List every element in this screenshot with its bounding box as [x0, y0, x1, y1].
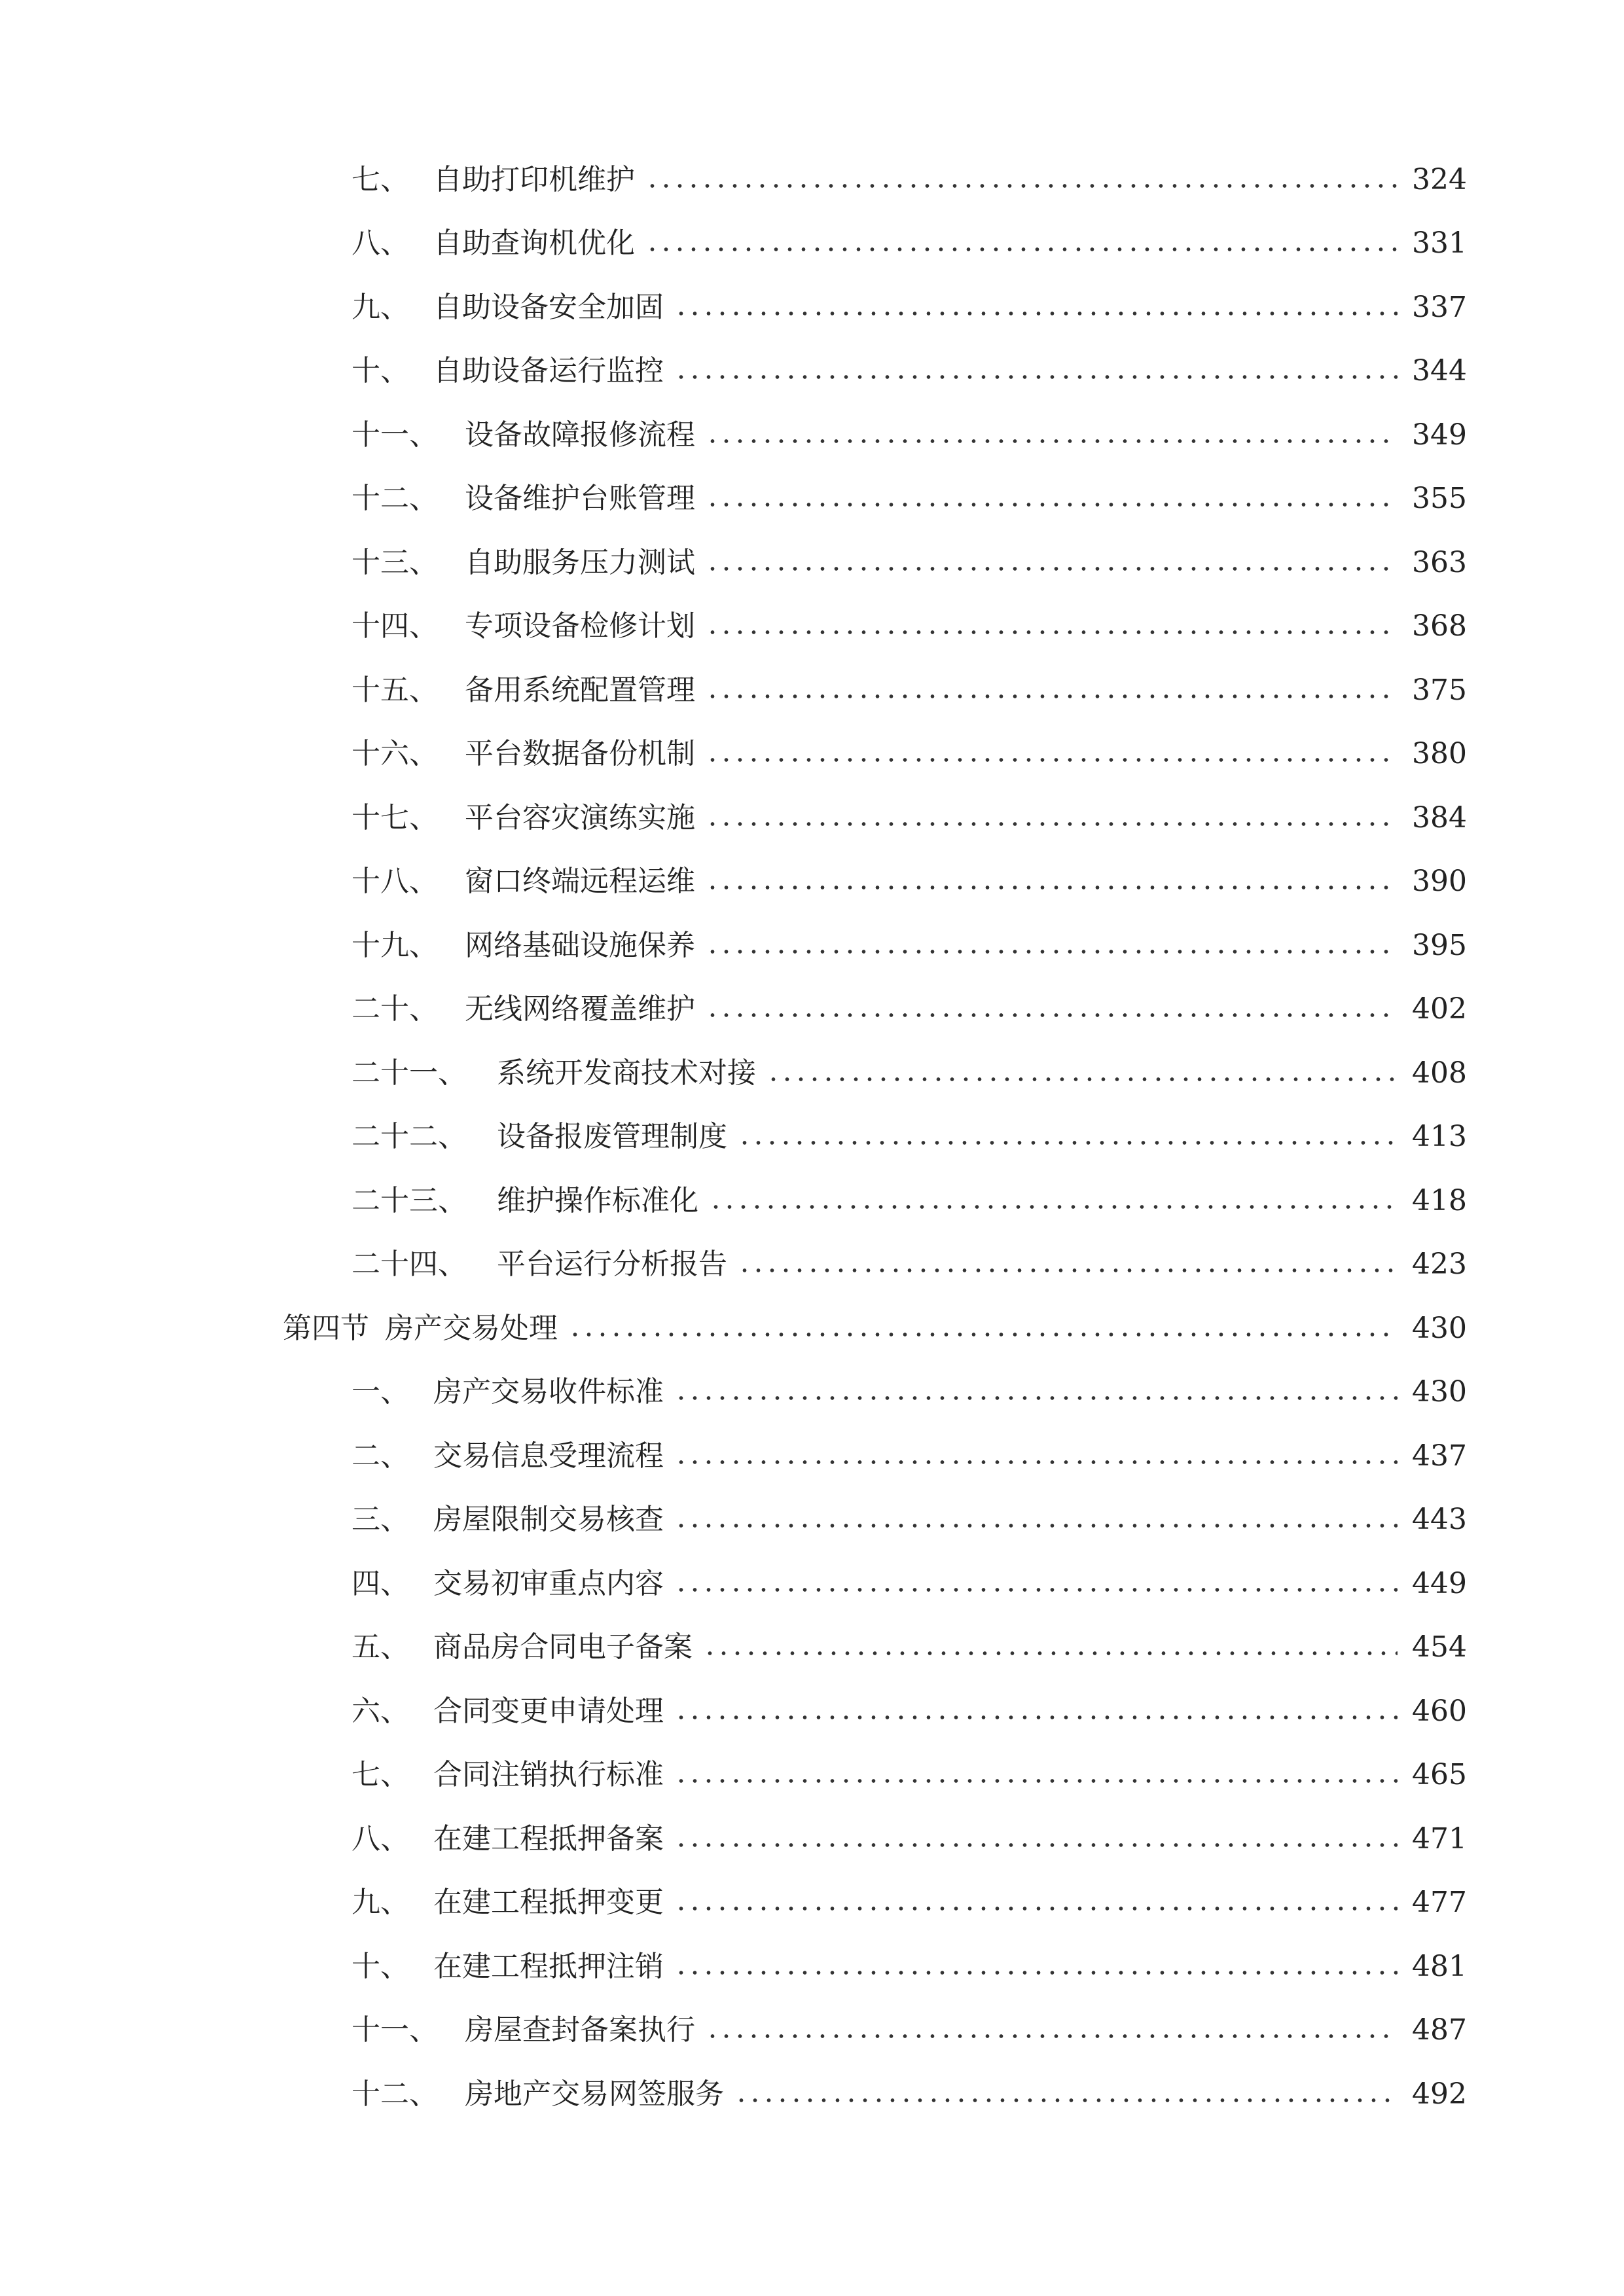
toc-entry[interactable]	[0, 276, 1624, 340]
toc-entry[interactable]	[0, 786, 1624, 850]
toc-entry-page: 465	[1412, 1758, 1467, 1792]
toc-entry-page: 324	[1412, 162, 1467, 196]
toc-entry[interactable]	[0, 403, 1624, 467]
toc-entry-page: 460	[1412, 1694, 1467, 1728]
dot-leader	[706, 565, 1398, 572]
toc-entry-number: 十四、	[352, 609, 438, 643]
toc-entry[interactable]	[0, 1744, 1624, 1808]
toc-entry-title: 自助服务压力测试	[465, 545, 695, 579]
toc-entry[interactable]	[0, 2062, 1624, 2126]
toc-entry-page: 413	[1412, 1120, 1467, 1154]
toc-entry-page: 390	[1412, 865, 1467, 899]
dot-leader	[674, 1522, 1398, 1529]
toc-entry-title: 在建工程抵押备案	[433, 1821, 664, 1856]
toc-entry[interactable]	[0, 1233, 1624, 1297]
dot-leader	[703, 1650, 1398, 1657]
toc-entry-title: 无线网络覆盖维护	[465, 992, 695, 1026]
toc-entry-number: 二十三、	[352, 1183, 467, 1217]
toc-entry-title: 平台运行分析报告	[497, 1247, 727, 1282]
toc-entry[interactable]	[0, 978, 1624, 1042]
toc-entry-page: 408	[1412, 1056, 1467, 1090]
toc-entry-number: 二十一、	[352, 1056, 467, 1090]
toc-entry-title: 专项设备检修计划	[465, 609, 695, 643]
toc-entry-number: 六、	[352, 1694, 409, 1728]
toc-entry-title: 维护操作标准化	[497, 1183, 698, 1217]
toc-entry-number: 十、	[352, 354, 409, 388]
toc-entry-title: 网络基础设施保养	[465, 928, 695, 962]
toc-section-page: 430	[1412, 1311, 1467, 1345]
toc-entry-title: 交易初审重点内容	[433, 1566, 664, 1600]
toc-entry-title: 系统开发商技术对接	[497, 1056, 756, 1090]
toc-entry[interactable]	[0, 914, 1624, 978]
toc-entry[interactable]	[0, 531, 1624, 595]
toc-entry[interactable]	[0, 148, 1624, 212]
dot-leader	[706, 629, 1398, 636]
dot-leader	[674, 1587, 1398, 1593]
toc-entry[interactable]	[0, 1679, 1624, 1744]
dot-leader	[674, 1395, 1398, 1401]
dot-leader	[674, 1778, 1398, 1784]
toc-section-number: 第四节	[283, 1311, 369, 1345]
toc-entry-title: 自助查询机优化	[433, 226, 635, 260]
toc-entry-number: 二十四、	[352, 1247, 467, 1282]
toc-entry-title: 合同变更申请处理	[433, 1694, 664, 1728]
toc-entry-title: 房地产交易网签服务	[465, 2077, 724, 2111]
toc-entry-number: 十二、	[352, 482, 438, 516]
dot-leader	[645, 246, 1398, 253]
toc-entry[interactable]	[0, 1999, 1624, 2063]
toc-entry-title: 在建工程抵押注销	[433, 1949, 664, 1983]
toc-entry-page: 437	[1412, 1439, 1467, 1473]
dot-leader	[674, 374, 1398, 380]
toc-entry-number: 九、	[352, 290, 409, 324]
toc-entry-page: 402	[1412, 992, 1467, 1026]
toc-entry-title: 房屋限制交易核查	[433, 1503, 664, 1537]
dot-leader	[706, 821, 1398, 827]
dot-leader	[706, 693, 1398, 700]
toc-entry-page: 384	[1412, 800, 1467, 834]
toc-entry[interactable]	[0, 1807, 1624, 1871]
toc-entry-number: 七、	[352, 1758, 409, 1792]
dot-leader	[674, 1459, 1398, 1465]
toc-entry-page: 449	[1412, 1566, 1467, 1600]
dot-leader	[767, 1076, 1398, 1083]
toc-section-title: 房产交易处理	[385, 1311, 558, 1345]
toc-entry-title: 自助设备安全加固	[433, 290, 664, 324]
toc-entry-title: 平台数据备份机制	[465, 737, 695, 771]
toc-entry-number: 十九、	[352, 928, 438, 962]
toc-entry-number: 二十、	[352, 992, 438, 1026]
toc-entry[interactable]	[0, 850, 1624, 914]
dot-leader	[674, 1969, 1398, 1976]
dot-leader	[738, 1267, 1398, 1274]
dot-leader	[674, 310, 1398, 317]
toc-entry-number: 五、	[352, 1630, 409, 1664]
toc-entry-page: 395	[1412, 928, 1467, 962]
toc-entry[interactable]	[0, 1169, 1624, 1233]
dot-leader	[706, 1012, 1398, 1018]
toc-entry-number: 八、	[352, 1821, 409, 1856]
toc-entry[interactable]	[0, 212, 1624, 276]
toc-entry-page: 380	[1412, 737, 1467, 771]
toc-entry[interactable]	[0, 1105, 1624, 1170]
toc-entry-number: 十一、	[352, 2013, 438, 2047]
dot-leader	[645, 183, 1398, 189]
toc-entry[interactable]	[0, 1361, 1624, 1425]
dot-leader	[706, 757, 1398, 763]
toc-entry-number: 一、	[352, 1375, 409, 1409]
toc-entry-number: 十五、	[352, 673, 438, 707]
toc-entry-number: 九、	[352, 1886, 409, 1920]
toc-entry-page: 331	[1412, 226, 1467, 260]
toc-entry[interactable]	[0, 595, 1624, 659]
toc-entry-page: 443	[1412, 1503, 1467, 1537]
toc-entry[interactable]	[0, 1871, 1624, 1935]
toc-entry-title: 平台容灾演练实施	[465, 800, 695, 834]
toc-entry-page: 337	[1412, 290, 1467, 324]
toc-entry-page: 454	[1412, 1630, 1467, 1664]
toc-section-entry[interactable]	[0, 1297, 1624, 1361]
toc-entry-number: 二十二、	[352, 1120, 467, 1154]
dot-leader	[674, 1842, 1398, 1848]
toc-entry-title: 房产交易收件标准	[433, 1375, 664, 1409]
toc-entry-page: 430	[1412, 1375, 1467, 1409]
toc-entry-number: 七、	[352, 162, 409, 196]
toc-entry-page: 375	[1412, 673, 1467, 707]
toc-entry-title: 自助设备运行监控	[433, 354, 664, 388]
toc-entry-page: 481	[1412, 1949, 1467, 1983]
toc-entry-number: 十二、	[352, 2077, 438, 2111]
toc-entry-number: 二、	[352, 1439, 409, 1473]
toc-entry-title: 交易信息受理流程	[433, 1439, 664, 1473]
toc-entry[interactable]	[0, 467, 1624, 531]
dot-leader	[706, 501, 1398, 508]
dot-leader	[674, 1905, 1398, 1912]
toc-entry[interactable]	[0, 1041, 1624, 1105]
toc-entry-number: 八、	[352, 226, 409, 260]
dot-leader	[706, 884, 1398, 891]
toc-entry[interactable]	[0, 1616, 1624, 1680]
toc-entry-title: 商品房合同电子备案	[433, 1630, 693, 1664]
toc-entry-title: 设备故障报修流程	[465, 418, 695, 452]
dot-leader	[674, 1714, 1398, 1721]
toc-entry-title: 合同注销执行标准	[433, 1758, 664, 1792]
dot-leader	[709, 1204, 1398, 1210]
toc-entry[interactable]	[0, 723, 1624, 787]
toc-entry-number: 十七、	[352, 800, 438, 834]
dot-leader	[706, 2033, 1398, 2039]
toc-entry-page: 418	[1412, 1183, 1467, 1217]
toc-entry-number: 四、	[352, 1566, 409, 1600]
toc-entry-page: 487	[1412, 2013, 1467, 2047]
toc-entry-page: 492	[1412, 2077, 1467, 2111]
toc-entry-number: 十六、	[352, 737, 438, 771]
toc-entry-number: 十三、	[352, 545, 438, 579]
toc-entry-page: 471	[1412, 1821, 1467, 1856]
toc-entry[interactable]	[0, 658, 1624, 723]
dot-leader	[706, 438, 1398, 444]
toc-entry-title: 房屋查封备案执行	[465, 2013, 695, 2047]
toc-entry-number: 三、	[352, 1503, 409, 1537]
toc-entry-page: 349	[1412, 418, 1467, 452]
dot-leader	[568, 1331, 1398, 1338]
toc-entry[interactable]	[0, 1488, 1624, 1552]
toc-entry-title: 在建工程抵押变更	[433, 1886, 664, 1920]
toc-entry-page: 477	[1412, 1886, 1467, 1920]
toc-entry-page: 423	[1412, 1247, 1467, 1282]
table-of-contents	[0, 148, 1624, 2126]
toc-entry-title: 窗口终端远程运维	[465, 865, 695, 899]
toc-entry[interactable]	[0, 340, 1624, 404]
dot-leader	[738, 1139, 1398, 1146]
dot-leader	[706, 948, 1398, 955]
toc-entry[interactable]	[0, 1424, 1624, 1488]
toc-entry-title: 设备维护台账管理	[465, 482, 695, 516]
toc-entry[interactable]	[0, 1935, 1624, 1999]
toc-entry-number: 十一、	[352, 418, 438, 452]
dot-leader	[734, 2097, 1398, 2104]
toc-entry-title: 自助打印机维护	[433, 162, 635, 196]
toc-entry[interactable]	[0, 1552, 1624, 1616]
toc-entry-page: 368	[1412, 609, 1467, 643]
toc-entry-number: 十、	[352, 1949, 409, 1983]
toc-entry-page: 355	[1412, 482, 1467, 516]
toc-entry-number: 十八、	[352, 865, 438, 899]
toc-entry-page: 363	[1412, 545, 1467, 579]
toc-entry-title: 备用系统配置管理	[465, 673, 695, 707]
toc-entry-page: 344	[1412, 354, 1467, 388]
toc-entry-title: 设备报废管理制度	[497, 1120, 727, 1154]
